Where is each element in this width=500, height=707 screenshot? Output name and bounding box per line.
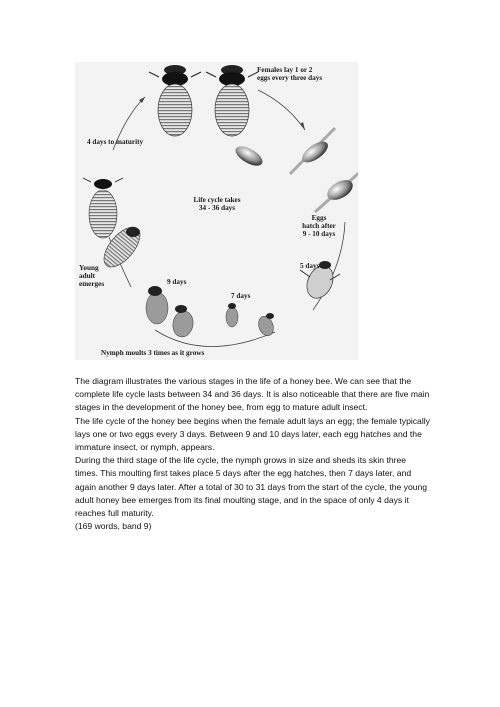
arrow-females-to-eggs (258, 90, 305, 130)
label-eggs-hatch: Eggs hatch after 9 - 10 days (302, 214, 336, 238)
label-young-adult: Young adult emerges (79, 264, 105, 288)
arrow-nymph-moults (155, 330, 275, 347)
egg-2 (290, 128, 335, 174)
label-five-days: 5 days (300, 262, 320, 270)
nymph-large (146, 286, 168, 324)
egg-3 (315, 172, 358, 212)
nymph-medium (171, 305, 195, 339)
label-seven-days: 7 days (231, 292, 251, 300)
nymph-small-2 (226, 303, 238, 327)
maturing-bee (83, 178, 123, 238)
label-females-lay: Females lay 1 or 2 eggs every three days (257, 66, 323, 82)
essay-paragraph-overview: The diagram illustrates the various stages in the life of a honey bee. We can see that the complete life cycle lasts between 34 and 36 days. It is also noticeable that there are five main stages in the development of the honey bee, from egg to mature adult insect. (75, 376, 430, 413)
label-life-cycle: Life cycle takes 34 - 36 days (193, 196, 241, 212)
essay-paragraph-nymph: During the third stage of the life cycle, the nymph grows in size and sheds its skin three times. This moulting first takes place 5 days after the egg hatches, then 7 days later, and again another 9 days later. After a total of 30 to 31 days from the start of the cycle, the young adult honey bee emerges from its final moulting stage, and in the space of only 4 days it reaches full maturity. (75, 455, 428, 519)
adult-bee-1 (149, 65, 201, 136)
nymph-small-1 (256, 313, 276, 338)
bee-life-cycle-diagram (75, 62, 358, 360)
essay-text (75, 375, 430, 533)
label-nymph-moults: Nymph moults 3 times as it grows (101, 349, 205, 357)
label-maturity: 4 days to maturity (87, 138, 144, 146)
label-nine-days: 9 days (167, 278, 187, 286)
egg-1 (233, 142, 266, 169)
essay-paragraph-eggs: The life cycle of the honey bee begins when the female adult lays an egg; the female typically lays one or two eggs every 3 days. Between 9 and 10 days later, each egg hatches and the immature insect, or nymph, appears. (75, 415, 430, 453)
essay-word-count: (169 words, band 9) (75, 521, 152, 532)
adult-bee-2 (206, 65, 258, 136)
